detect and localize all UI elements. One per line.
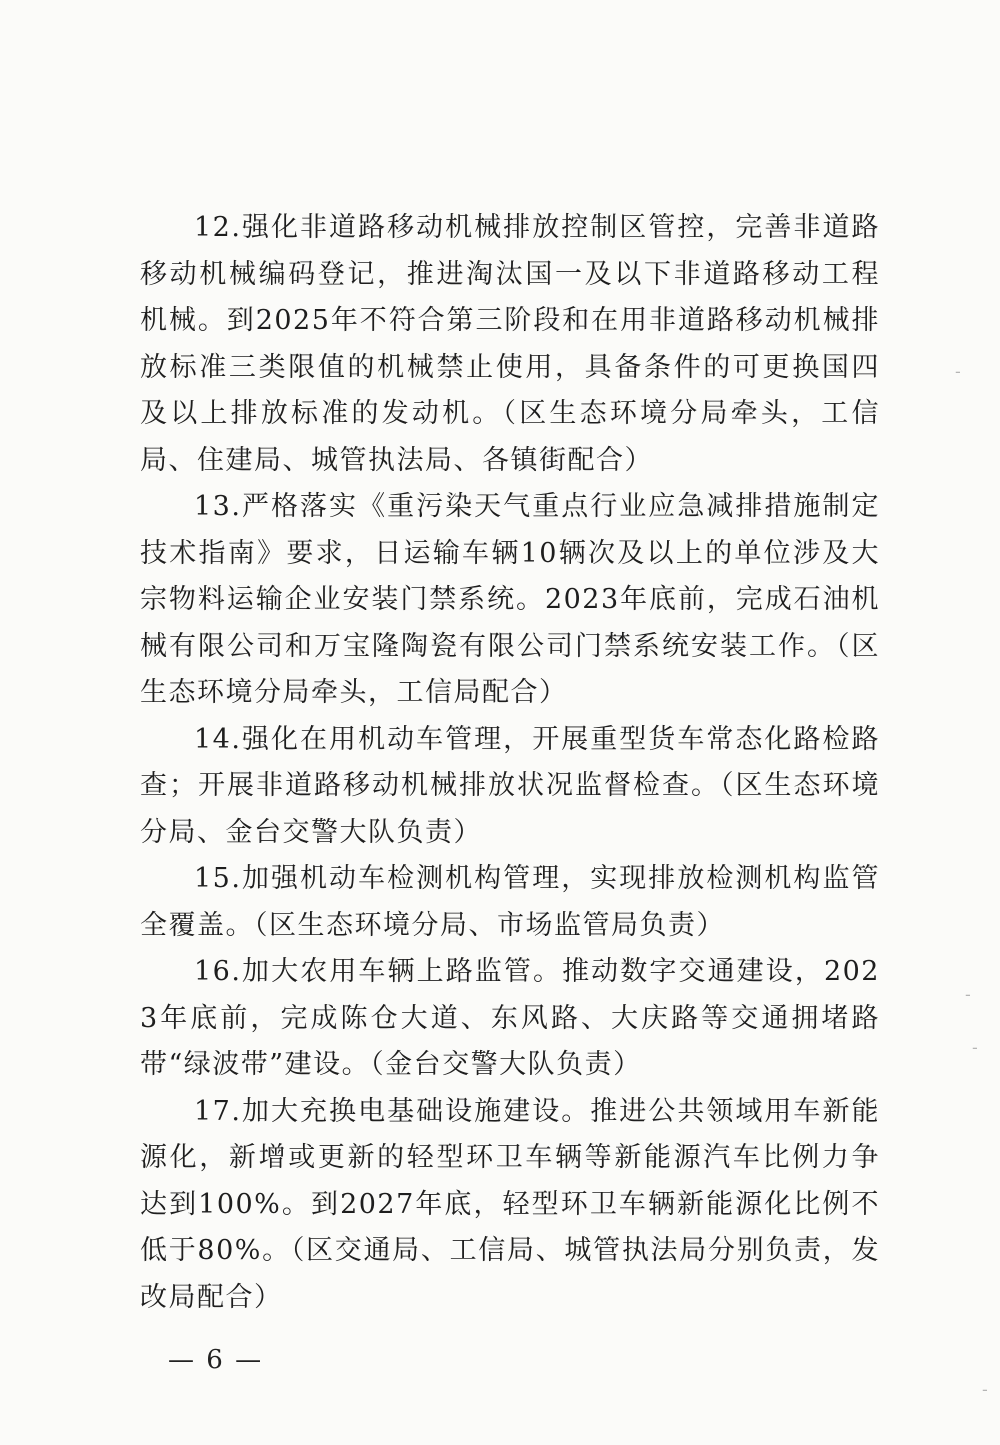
- paragraph-item-15: 15.加强机动车检测机构管理，实现排放检测机构监管全覆盖。（区生态环境分局、市场监管局负责）: [140, 863, 880, 941]
- document-body: [140, 205, 880, 1321]
- scan-mark: -: [965, 985, 971, 1004]
- scan-mark: -: [955, 362, 961, 381]
- paragraph-item-16: 16.加大农用车辆上路监管。推动数字交通建设，2023年底前，完成陈仓大道、东风路、大庆路等交通拥堵路带“绿波带”建设。（金台交警大队负责）: [140, 956, 880, 1080]
- paragraph-item-13: 13.严格落实《重污染天气重点行业应急减排措施制定技术指南》要求，日运输车辆10辆次及以上的单位涉及大宗物料运输企业安装门禁系统。2023年底前，完成石油机械有限公司和万宝隆陶瓷有限公司门禁系统安装工作。（区生态环境分局牵头，工信局配合）: [140, 491, 880, 708]
- scan-mark: -: [972, 1038, 978, 1057]
- paragraph-item-17: 17.加大充换电基础设施建设。推进公共领域用车新能源化，新增或更新的轻型环卫车辆等新能源汽车比例力争达到100%。到2027年底，轻型环卫车辆新能源化比例不低于80%。（区交通局、工信局、城管执法局分别负责，发改局配合）: [140, 1095, 880, 1313]
- page-number: — 6 —: [168, 1345, 264, 1375]
- scan-mark: -: [982, 1380, 988, 1399]
- paragraph-item-12: 12.强化非道路移动机械排放控制区管控，完善非道路移动机械编码登记，推进淘汰国一及以下非道路移动工程机械。到2025年不符合第三阶段和在用非道路移动机械排放标准三类限值的机械禁止使用，具备条件的可更换国四及以上排放标准的发动机。（区生态环境分局牵头，工信局、住建局、城管执法局、各镇街配合）: [140, 212, 880, 476]
- paragraph-item-14: 14.强化在用机动车管理，开展重型货车常态化路检路查；开展非道路移动机械排放状况监督检查。（区生态环境分局、金台交警大队负责）: [140, 723, 880, 848]
